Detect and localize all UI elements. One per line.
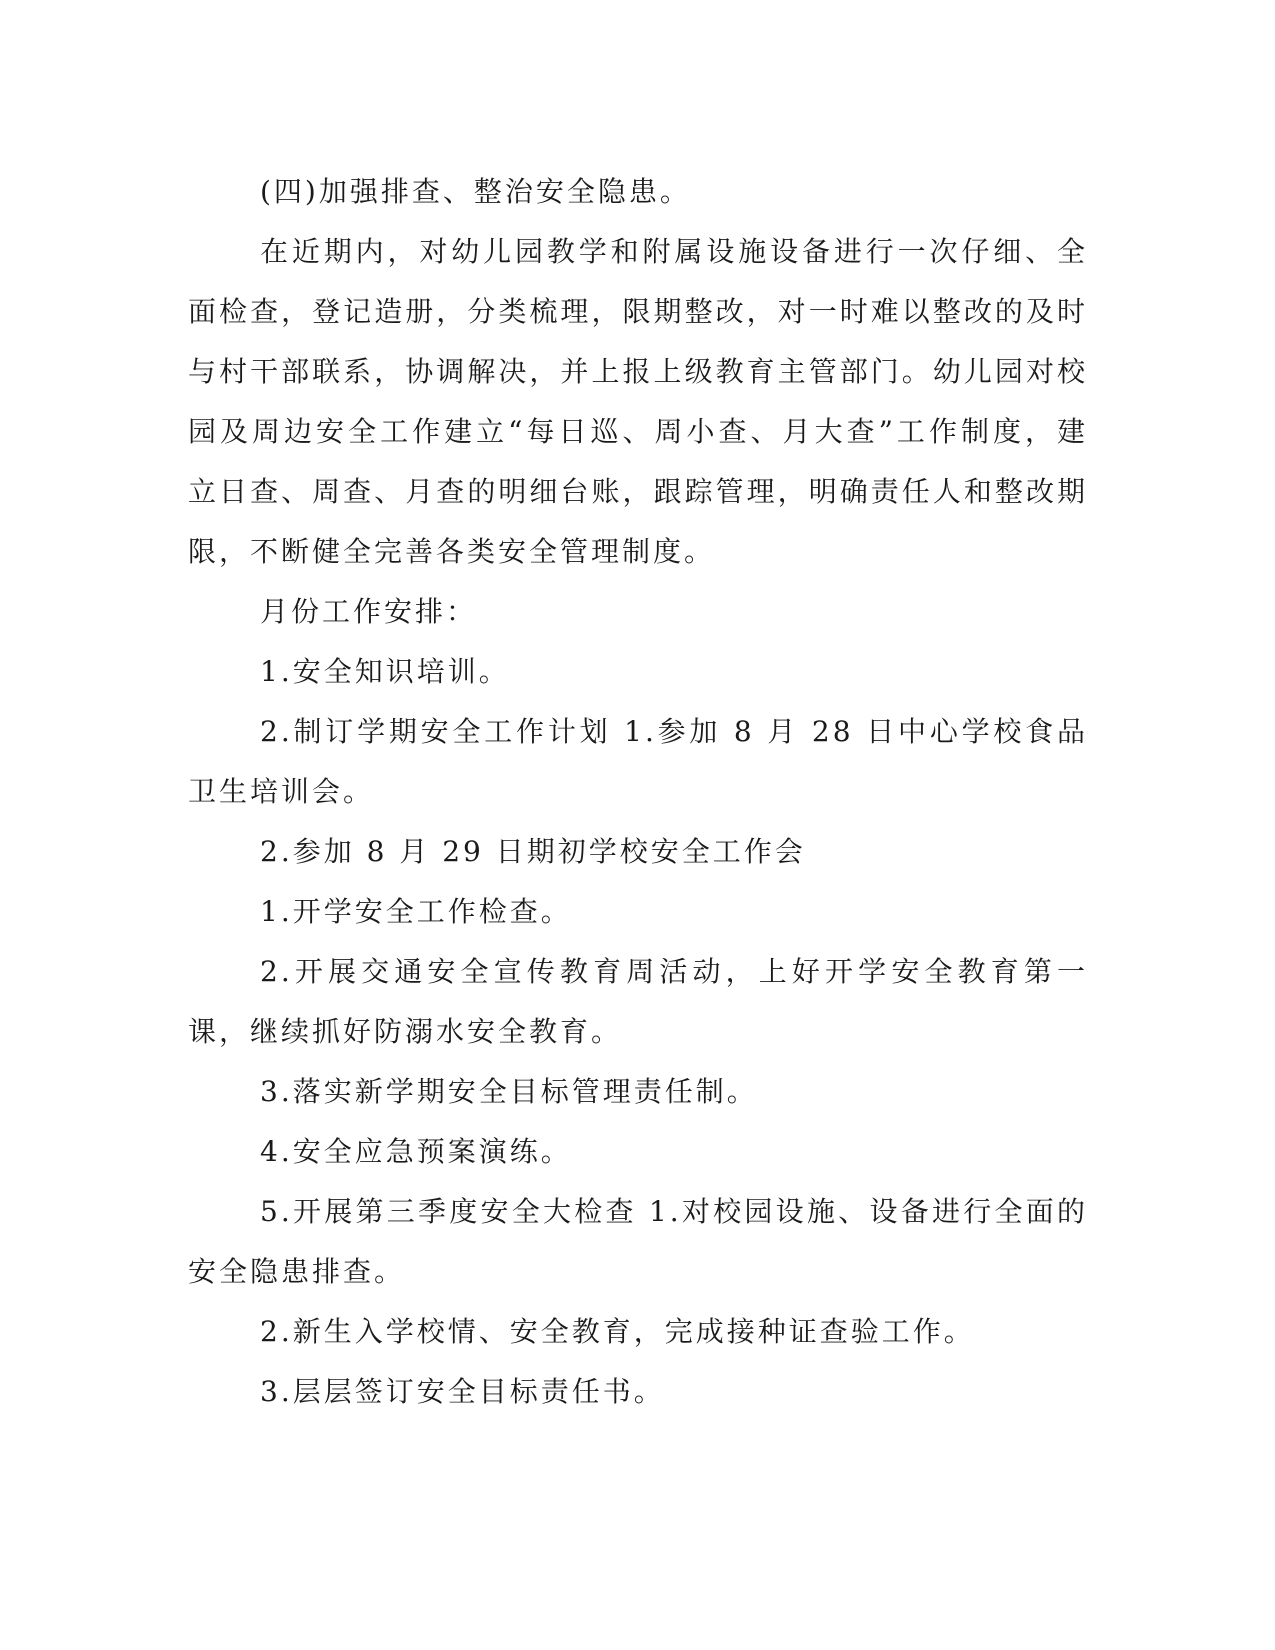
list-item: 3.落实新学期安全目标管理责任制。 bbox=[260, 1075, 758, 1108]
list-item: 2.开展交通安全宣传教育周活动，上好开学安全教育第一课，继续抓好防溺水安全教育。 bbox=[188, 955, 1088, 1048]
document-page bbox=[188, 162, 1088, 1422]
list-item: 4.安全应急预案演练。 bbox=[260, 1135, 572, 1168]
list-item: 2.新生入学校情、安全教育，完成接种证查验工作。 bbox=[260, 1315, 975, 1348]
section-heading: (四)加强排查、整治安全隐患。 bbox=[260, 175, 691, 208]
schedule-heading: 月份工作安排： bbox=[260, 595, 478, 628]
list-item: 1.开学安全工作检查。 bbox=[260, 895, 572, 928]
body-paragraph: 在近期内，对幼儿园教学和附属设施设备进行一次仔细、全面检查，登记造册，分类梳理，限期整改，对一时难以整改的及时与村干部联系，协调解决，并上报上级教育主管部门。幼儿园对校园及周边安全工作建立“每日巡、周小查、月大查”工作制度，建立日查、周查、月查的明细台账，跟踪管理，明确责任人和整改期限，不断健全完善各类安全管理制度。 bbox=[188, 235, 1088, 568]
list-item: 1.安全知识培训。 bbox=[260, 655, 510, 688]
list-item: 2.制订学期安全工作计划 1.参加 8 月 28 日中心学校食品卫生培训会。 bbox=[188, 715, 1088, 808]
list-item: 5.开展第三季度安全大检查 1.对校园设施、设备进行全面的安全隐患排查。 bbox=[188, 1195, 1088, 1288]
list-item: 3.层层签订安全目标责任书。 bbox=[260, 1375, 665, 1408]
list-item: 2.参加 8 月 29 日期初学校安全工作会 bbox=[260, 835, 806, 868]
